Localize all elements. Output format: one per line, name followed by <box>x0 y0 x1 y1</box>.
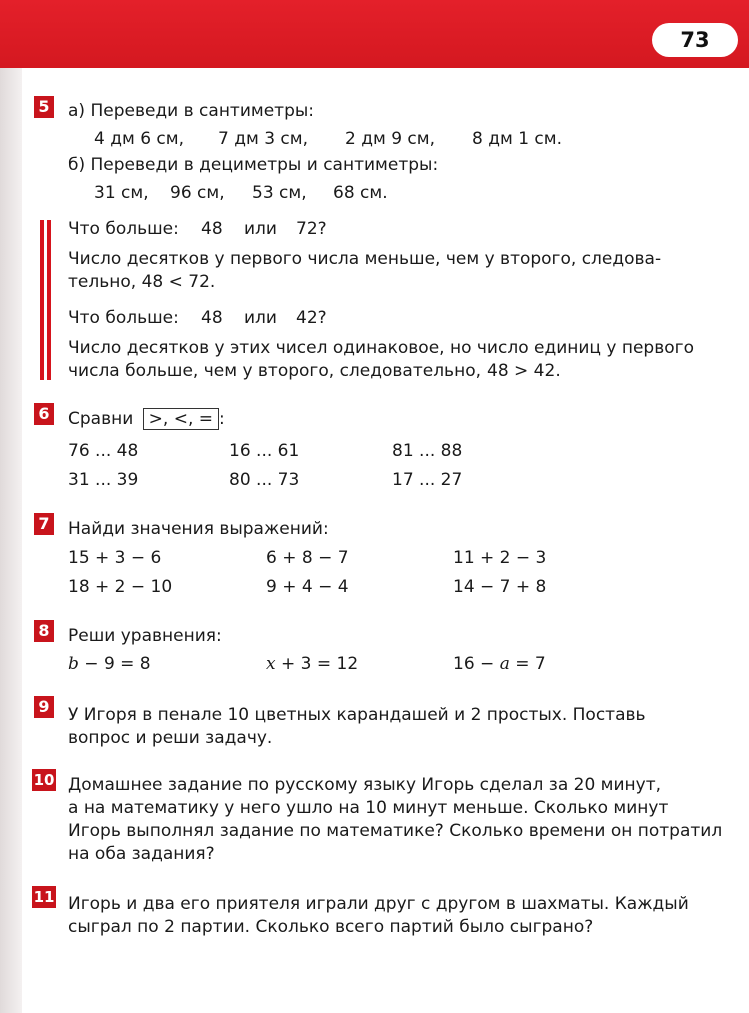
exercise-6-number: 6 <box>34 403 54 425</box>
ex5-b-item: 96 см, <box>170 183 225 203</box>
ex5-a-item: 2 дм 9 см, <box>345 129 435 149</box>
ex8-equation-rest: = 7 <box>509 654 546 674</box>
rule-q1-value-b: 72? <box>296 219 327 239</box>
exercise-10-number: 10 <box>33 771 55 789</box>
ex6-item: 76 ... 48 <box>68 441 139 461</box>
ex6-symbols-box: >, <, = <box>143 408 219 430</box>
rule-question-1: Что больше: <box>68 219 179 239</box>
ex11-line-1: Игорь и два его приятеля играли друг с другом в шахматы. Каждый <box>68 894 689 914</box>
rule-question-2: Что больше: <box>68 308 179 328</box>
ex10-line-4: на оба задания? <box>68 844 215 864</box>
ex7-item: 6 + 8 − 7 <box>266 548 349 568</box>
ex8-equation <box>266 653 358 675</box>
ex8-variable: a <box>499 654 510 674</box>
ex7-item: 18 + 2 − 10 <box>68 577 173 597</box>
ex5-a-item: 8 дм 1 см. <box>472 129 562 149</box>
rule-paragraph-1-line-2: тельно, 48 < 72. <box>68 272 216 292</box>
exercise-5-number: 5 <box>34 96 54 118</box>
rule-paragraph-2-line-1: Число десятков у этих чисел одинаковое, но число единиц у первого <box>68 338 694 358</box>
rule-marker-bar <box>47 220 51 380</box>
ex10-line-2: а на математику у него ушло на 10 минут меньше. Сколько минут <box>68 798 669 818</box>
ex5-b-item: 53 см, <box>252 183 307 203</box>
ex5-b-item: 68 см. <box>333 183 388 203</box>
rule-q2-value-b: 42? <box>296 308 327 328</box>
ex7-item: 15 + 3 − 6 <box>68 548 162 568</box>
ex5-a-item: 7 дм 3 см, <box>218 129 308 149</box>
exercise-11-number: 11 <box>33 888 55 906</box>
ex6-item: 81 ... 88 <box>392 441 463 461</box>
ex6-item: 16 ... 61 <box>229 441 300 461</box>
ex6-item: 31 ... 39 <box>68 470 139 490</box>
header-band <box>0 0 749 68</box>
ex5-a-label: а) Переведи в сантиметры: <box>68 101 315 121</box>
ex10-line-1: Домашнее задание по русскому языку Игорь сделал за 20 минут, <box>68 775 662 795</box>
ex9-line-1: У Игоря в пенале 10 цветных карандашей и 2 простых. Поставь <box>68 705 646 725</box>
rule-q2-or: или <box>244 308 277 328</box>
ex8-variable: b <box>68 654 79 674</box>
rule-paragraph-1-line-1: Число десятков у первого числа меньше, чем у второго, следова- <box>68 249 662 269</box>
exercise-9-number: 9 <box>34 696 54 718</box>
ex6-label <box>68 408 225 430</box>
ex7-item: 11 + 2 − 3 <box>453 548 547 568</box>
ex8-equation <box>68 653 151 675</box>
page-number: 73 <box>652 23 738 57</box>
rule-q2-value-a: 48 <box>201 308 223 328</box>
ex9-line-2: вопрос и реши задачу. <box>68 728 273 748</box>
ex6-label-text: Сравни <box>68 409 134 429</box>
ex7-item: 9 + 4 − 4 <box>266 577 349 597</box>
ex11-line-2: сыграл по 2 партии. Сколько всего партий было сыграно? <box>68 917 594 937</box>
rule-q1-value-a: 48 <box>201 219 223 239</box>
rule-paragraph-2-line-2: числа больше, чем у второго, следовательно, <box>68 361 481 381</box>
ex8-variable: x <box>266 654 276 674</box>
ex5-b-label: б) Переведи в дециметры и сантиметры: <box>68 155 439 175</box>
ex8-equation-pre: 16 − <box>453 654 500 674</box>
ex10-line-3: Игорь выполнял задание по математике? Сколько времени он потратил <box>68 821 723 841</box>
rule-q1-or: или <box>244 219 277 239</box>
ex8-equation <box>453 653 546 675</box>
ex6-item: 17 ... 27 <box>392 470 463 490</box>
ex8-label: Реши уравнения: <box>68 626 222 646</box>
ex5-a-item: 4 дм 6 см, <box>94 129 184 149</box>
exercise-8-number: 8 <box>34 620 54 642</box>
ex5-b-item: 31 см, <box>94 183 149 203</box>
ex8-equation-rest: + 3 = 12 <box>275 654 359 674</box>
ex8-equation-rest: − 9 = 8 <box>78 654 151 674</box>
rule-marker-bar <box>40 220 44 380</box>
ex6-colon: : <box>219 409 225 429</box>
exercise-7-number: 7 <box>34 513 54 535</box>
page-gutter <box>0 68 22 1013</box>
rule-paragraph-2-conclusion: 48 > 42. <box>487 361 561 381</box>
ex7-item: 14 − 7 + 8 <box>453 577 547 597</box>
ex6-item: 80 ... 73 <box>229 470 300 490</box>
ex7-label: Найди значения выражений: <box>68 519 329 539</box>
